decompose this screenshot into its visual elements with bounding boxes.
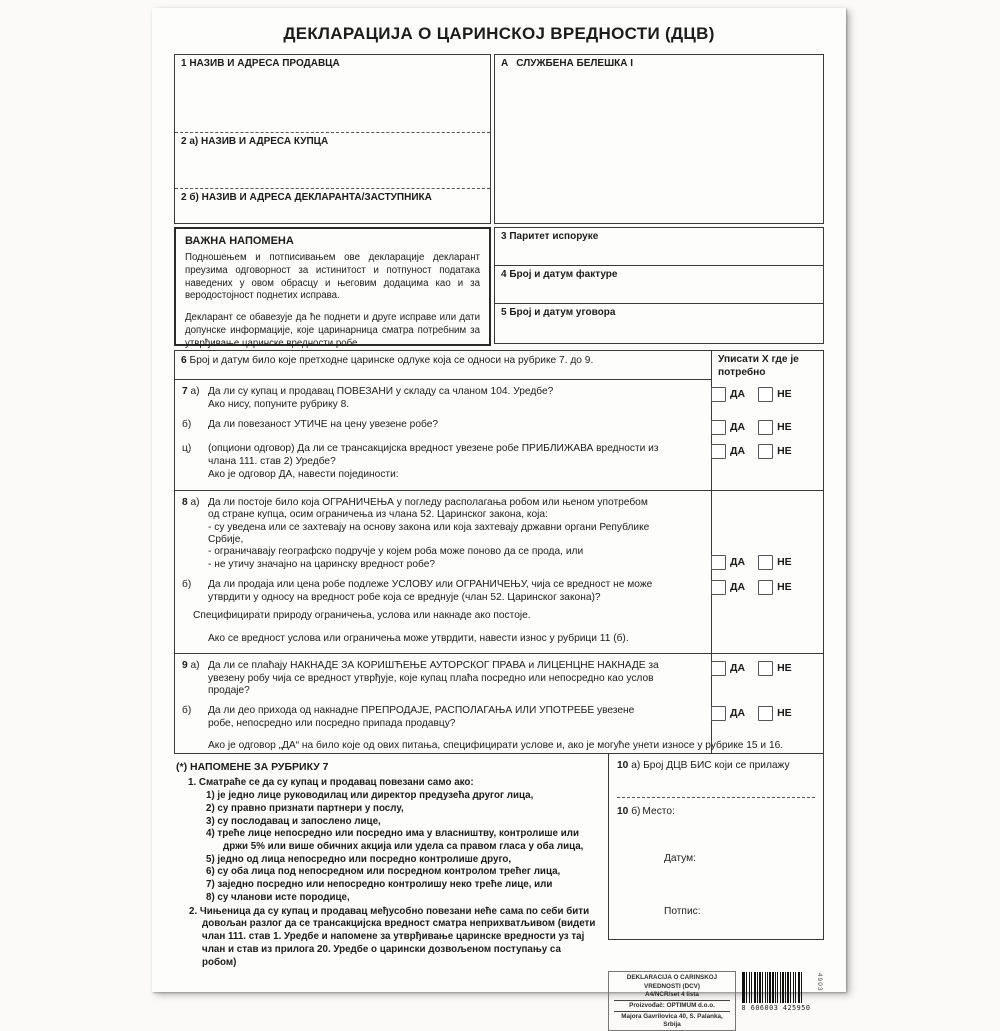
rubric-8-specify: Специфицирати природу ограничења, услова или накнаде ако постоје. xyxy=(193,610,531,622)
rubric-9-note: Ако је одговор „ДА“ на било које од ових питања, специфицирати услове и, ако је могуће унети износе у рубрике 15 и 16. xyxy=(208,740,784,752)
footer xyxy=(608,971,824,1031)
checkbox-column-header: Уписати Х где је потребно xyxy=(718,354,799,378)
important-note-title: ВАЖНА НАПОМЕНА xyxy=(185,235,294,247)
question-8a-bullet-3: - не утичу значајно на царинску вредност робе? xyxy=(208,558,436,570)
notes-sub-1: 1) је једно лице руководилац или директор предузећа другог лица, xyxy=(206,790,534,802)
question-7c-text: (опциони одговор) Да ли се трансакцијска вредност увезене робе ПРИБЛИЖАВА вредности из члана 111. став 2) Уредбе? xyxy=(208,443,659,467)
checkbox-8b-ne[interactable] xyxy=(758,580,773,595)
notes-item-2: 2. Чињеница да су купац и продавац међусобно повезани неће сама по себи бити довољан разлог да се трансакцијска вредност сматра неприхватљивом (видети члан 111. став 1. Уредбе и напомене за утврђивање царинске вредности уз тај члан и став из прилога 20. Уредбе о царински дозвољеном поступању са робом) xyxy=(189,905,596,968)
question-9b-text: Да ли део прихода од накнадне ПРЕПРОДАЈЕ, РАСПОЛАГАЊА ИЛИ УПОТРЕБЕ увезене робе, непосредно или посредно припада продавцу? xyxy=(208,705,635,729)
question-7a: 7 а) Да ли су купац и продавац ПОВЕЗАНИ у складу са чланом 104. Уредбе? Ако нису, попуните рубрику 8. ДА НЕ xyxy=(182,385,792,410)
box-3-delivery-terms[interactable] xyxy=(494,227,824,266)
signature-field[interactable] xyxy=(664,906,815,917)
question-9a: 9 а) Да ли се плаћају НАКНАДЕ ЗА КОРИШЋЕЊЕ АУТОРСКОГ ПРАВА и ЛИЦЕНЦНЕ НАКНАДЕ за увезену робу чија се вредност утврђује, које купац плаћа посредно или непосредно као услов продаје? ДА НЕ xyxy=(182,660,792,696)
rubric-8-note: Ако се вредност услова или ограничења може утврдити, навести износ у рубрици 11 (б). xyxy=(208,632,629,644)
date-field[interactable] xyxy=(664,853,815,864)
label-da: ДА xyxy=(730,556,746,569)
rubric-8-divider xyxy=(175,490,823,491)
checkbox-9a-da[interactable] xyxy=(711,661,726,676)
label-ne: НЕ xyxy=(777,707,792,720)
box-5-contract[interactable] xyxy=(494,303,824,344)
label-ne: НЕ xyxy=(777,581,792,594)
label-da: ДА xyxy=(730,387,746,400)
header-boxes xyxy=(174,54,824,349)
producer-name: Proizvođač: OPTIMUM d.o.o. xyxy=(629,1001,715,1009)
question-7b: б) Да ли повезаност УТИЧЕ на цену увезене робе? ДА НЕ xyxy=(182,419,792,434)
question-9b: б) Да ли део прихода од накнадне ПРЕПРОДАЈЕ, РАСПОЛАГАЊА ИЛИ УПОТРЕБЕ увезене робе, непосредно или посредно припада продавцу? ДА НЕ xyxy=(182,705,792,729)
question-7c: ц) (опциони одговор) Да ли се трансакцијска вредност увезене робе ПРИБЛИЖАВА вредности из члана 111. став 2) Уредбе? Ако је одговор ДА, навести појединости: ДА НЕ xyxy=(182,443,792,481)
label-ne: НЕ xyxy=(777,387,792,400)
box-4-invoice[interactable] xyxy=(494,265,824,304)
question-7c-note: Ако је одговор ДА, навести појединости: xyxy=(208,469,399,481)
box-4-label: 4 Број и датум фактуре xyxy=(501,269,618,280)
notes-sub-8: 8) су чланови исте породице, xyxy=(206,891,350,903)
checkbox-8b-da[interactable] xyxy=(711,580,726,595)
question-8a-text: Да ли постоје било која ОГРАНИЧЕЊА у погледу располагања робом или њеном употребом од стране купца, осим ограничења из члана 52. Царинског закона, која: xyxy=(208,496,648,521)
question-9a-text: Да ли се плаћају НАКНАДЕ ЗА КОРИШЋЕЊЕ АУТОРСКОГ ПРАВА и ЛИЦЕНЦНЕ НАКНАДЕ за увезену робу чија се вредност утврђује, које купац плаћа посредно или непосредно као услов продаје? xyxy=(208,660,659,696)
label-da: ДА xyxy=(730,707,746,720)
rubric-10a-text: Број ДЦВ БИС који се прилажу xyxy=(643,759,790,771)
checkbox-7b-da[interactable] xyxy=(711,420,726,435)
label-da: ДА xyxy=(730,445,746,458)
important-note-paragraph-2: Декларант се обавезује да ће поднети и друге исправе или дати допунске информације, које царинарница сматра потребним за утврђивање царинске вредности робе. xyxy=(185,312,480,349)
question-8a-bullet-1: - су уведена или се захтевају на основу закона или која захтевају државни органи Републике Србије, xyxy=(208,521,650,545)
checkbox-8a-ne[interactable] xyxy=(758,555,773,570)
checkbox-7a-ne[interactable] xyxy=(758,387,773,402)
notes-title: (*) НАПОМЕНЕ ЗА РУБРИКУ 7 xyxy=(176,760,329,773)
important-note xyxy=(174,227,491,349)
producer-address: Majora Gavrilovica 40, S. Palanka, Srbija xyxy=(621,1013,723,1029)
question-7a-text: Да ли су купац и продавац ПОВЕЗАНИ у складу са чланом 104. Уредбе? xyxy=(208,385,554,397)
label-da: ДА xyxy=(730,581,746,594)
box-2a-label: 2 а) НАЗИВ И АДРЕСА КУПЦА xyxy=(181,136,329,147)
question-7b-text: Да ли повезаност УТИЧЕ на цену увезене робе? xyxy=(208,419,439,431)
date-label: Датум: xyxy=(664,852,696,864)
label-ne: НЕ xyxy=(777,421,792,434)
label-ne: НЕ xyxy=(777,662,792,675)
rubric-10-box xyxy=(608,754,824,940)
box-2b-declarant[interactable] xyxy=(175,189,490,223)
box-2a-buyer[interactable] xyxy=(175,133,490,189)
rubric-6 xyxy=(175,351,823,380)
box-a-official-note[interactable] xyxy=(494,54,824,224)
checkbox-7b-ne[interactable] xyxy=(758,420,773,435)
barcode-bars-icon xyxy=(742,972,810,1003)
label-ne: НЕ xyxy=(777,556,792,569)
box-1-label: 1 НАЗИВ И АДРЕСА ПРОДАВЦА xyxy=(181,58,340,69)
checkbox-7c-da[interactable] xyxy=(711,444,726,459)
form-side-code: 4903 xyxy=(816,973,823,992)
rubric-6-text: 6 Број и датум било које претходне царинске одлуке која се односи на рубрике 7. до 9. xyxy=(175,351,711,380)
checkbox-9b-da[interactable] xyxy=(711,706,726,721)
question-7a-note: Ако нису, попуните рубрику 8. xyxy=(208,398,350,410)
bottom-section xyxy=(174,754,824,970)
notes-item-1: 1. Сматраће се да су купац и продавац повезани само ако: xyxy=(188,777,474,789)
notes-sub-7: 7) заједно посредно или непосредно контролишу неко треће лице, или xyxy=(206,879,553,891)
question-8a-bullet-2: - ограничавају географско подручје у којем роба може поново да се прода, или xyxy=(208,546,584,558)
rubric-10a-label: 10 а) Број ДЦВ БИС који се прилажу xyxy=(617,759,790,771)
question-8a: 8 а) Да ли постоје било која ОГРАНИЧЕЊА у погледу располагања робом или њеном употребом од стране купца, осим ограничења из члана 52. Царинског закона, која: - су уведена или се захтевају на основу закона или која захтевају државни органи Републике Србије, - ограничавају географско подручје у којем роба може поново да се прода, или - не утичу значајно на царинску вредност робе? ДА НЕ xyxy=(182,496,792,570)
producer-format: A4/NCR/set 4 lista xyxy=(645,990,699,998)
place-label: Место: xyxy=(642,805,675,817)
rubrics-6-9 xyxy=(174,350,824,754)
form-title: ДЕКЛАРАЦИЈА О ЦАРИНСКОЈ ВРЕДНОСТИ (ДЦВ) xyxy=(283,24,715,43)
notes-sub-3: 3) су послодавац и запослено лице, xyxy=(206,815,381,827)
label-da: ДА xyxy=(730,662,746,675)
checkbox-9b-ne[interactable] xyxy=(758,706,773,721)
box-3-label: 3 Паритет испоруке xyxy=(501,231,599,242)
checkbox-9a-ne[interactable] xyxy=(758,661,773,676)
checkbox-8a-da[interactable] xyxy=(711,555,726,570)
box-a-label: А СЛУЖБЕНА БЕЛЕШКА I xyxy=(501,58,634,69)
question-8b-text: Да ли продаја или цена робе подлеже УСЛОВУ или ОГРАНИЧЕЊУ, чија се вредност не може утврдити у односу на вредност робе која се вреднује (члан 52. Царинског закона)? xyxy=(208,579,653,603)
question-8b: б) Да ли продаја или цена робе подлеже УСЛОВУ или ОГРАНИЧЕЊУ, чија се вредност не може утврдити у односу на вредност робе која се вреднује (члан 52. Царинског закона)? ДА НЕ xyxy=(182,579,792,603)
notes-sub-5: 5) једно од лица непосредно или посредно контролише друго, xyxy=(206,853,512,865)
box-5-label: 5 Број и датум уговора xyxy=(501,307,616,318)
producer-label xyxy=(608,971,736,1031)
barcode-digits: 8 606003 425950 xyxy=(741,1004,811,1013)
checkbox-7a-da[interactable] xyxy=(711,387,726,402)
notes-sub-4: 4) треће лице непосредно или посредно има у власништву, контролише или држи 5% или више обичних акција или удела са правом гласа у оба лица, xyxy=(206,828,584,852)
signature-label: Потпис: xyxy=(664,905,701,917)
notes-for-rubric-7 xyxy=(174,754,608,970)
important-note-paragraph-1: Подношењем и потписивањем ове декларације декларант преузима одговорност за истинитост и потпуност података наведених у овом обрасцу и његовим додацима као и за веродостојност поднетих исправа. xyxy=(185,252,480,302)
form-page xyxy=(152,8,846,1029)
barcode xyxy=(740,971,812,1031)
label-ne: НЕ xyxy=(777,445,792,458)
notes-sub-2: 2) су правно признати партнери у послу, xyxy=(206,802,404,814)
box-1-seller[interactable] xyxy=(175,55,490,133)
notes-sub-6: 6) су оба лица под непосредном или посредном контролом трећег лица, xyxy=(206,866,561,878)
rubric-10-dashed-divider xyxy=(617,797,815,798)
checkbox-7c-ne[interactable] xyxy=(758,444,773,459)
box-2b-label: 2 б) НАЗИВ И АДРЕСА ДЕКЛАРАНТА/ЗАСТУПНИКА xyxy=(181,192,432,203)
label-da: ДА xyxy=(730,421,746,434)
rubric-10b-place-row[interactable]: 10 б) Место: xyxy=(617,805,675,817)
producer-form-name: DEKLARACIJA O CARINSKOJ VREDNOSTI (DCV) xyxy=(626,974,718,990)
rubric-9-divider xyxy=(175,653,823,654)
